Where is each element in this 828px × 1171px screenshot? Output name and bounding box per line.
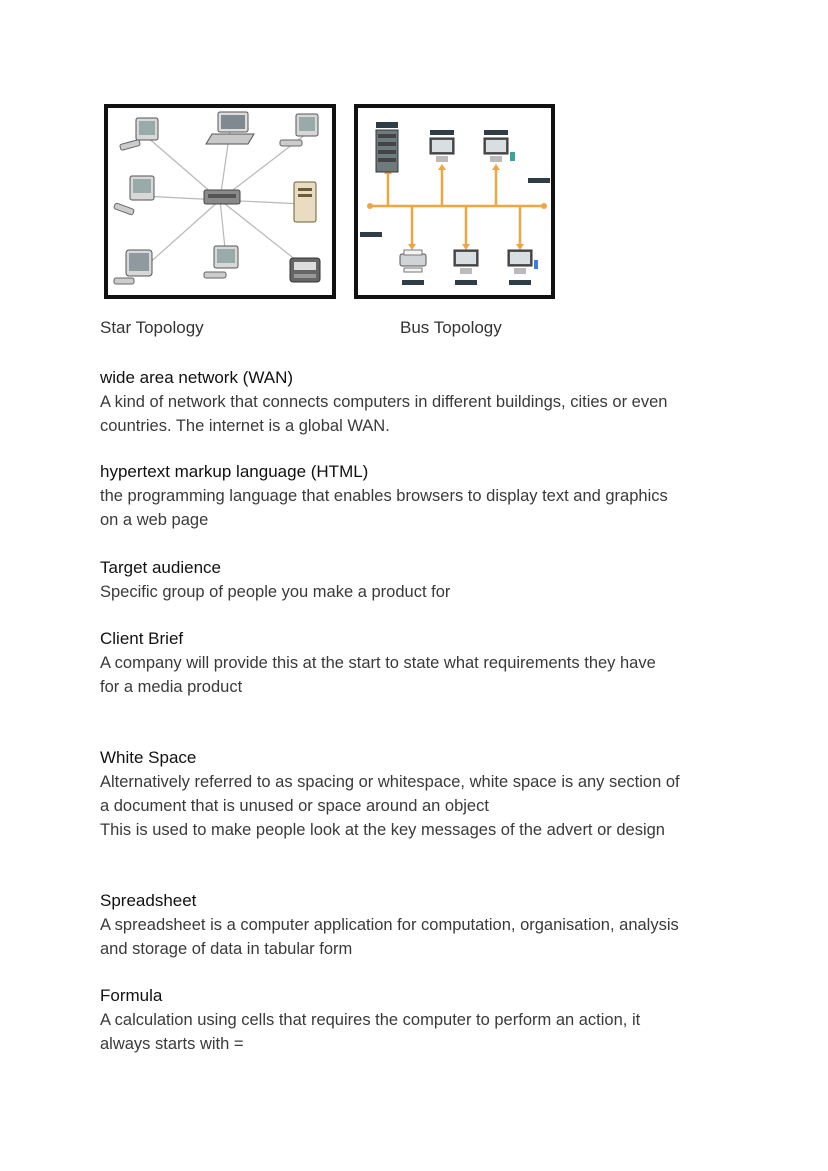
definition-line: Specific group of people you make a product for: [100, 583, 451, 601]
workstation-icon: [204, 246, 238, 278]
glossary-entry-target-audience: [100, 556, 740, 604]
star-topology-caption: Star Topology: [100, 318, 204, 337]
glossary-definition: [100, 770, 740, 842]
workstation-icon: [430, 130, 454, 162]
glossary-definition: [100, 390, 740, 438]
definition-line: a document that is unused or space around an object: [100, 797, 489, 815]
definition-line: A kind of network that connects computers in different buildings, cities or even: [100, 393, 668, 411]
definition-line: Alternatively referred to as spacing or whitespace, white space is any section of: [100, 773, 680, 791]
printer-icon: [290, 258, 320, 282]
glossary-term: White Space: [100, 748, 197, 767]
glossary-entry-client-brief: [100, 627, 740, 699]
workstation-icon: [484, 130, 515, 162]
definition-line: the programming language that enables browsers to display text and graphics: [100, 487, 668, 505]
definition-line: for a media product: [100, 678, 243, 696]
glossary-term: hypertext markup language (HTML): [100, 462, 369, 481]
glossary-definition: [100, 913, 740, 961]
star-topology-figure: [104, 104, 336, 299]
glossary-term: Spreadsheet: [100, 891, 197, 910]
workstation-icon: [508, 250, 538, 285]
glossary-entry-spreadsheet: [100, 889, 740, 961]
definition-line: A company will provide this at the start to state what requirements they have: [100, 654, 656, 672]
glossary-definition: [100, 651, 740, 699]
definition-line: always starts with =: [100, 1035, 244, 1053]
bus-topology-diagram: [358, 108, 551, 295]
glossary-entry-formula: [100, 984, 740, 1056]
workstation-icon: [114, 176, 154, 215]
bus-topology-caption: Bus Topology: [400, 318, 502, 337]
glossary-term: Target audience: [100, 558, 221, 577]
definition-line: and storage of data in tabular form: [100, 940, 353, 958]
glossary-entry-white-space: [100, 746, 740, 842]
glossary-definition: [100, 1008, 740, 1056]
glossary-term: wide area network (WAN): [100, 368, 294, 387]
server-rack-icon: [376, 122, 398, 172]
definition-line: on a web page: [100, 511, 209, 529]
star-topology-diagram: [108, 108, 332, 295]
laptop-icon: [206, 112, 254, 144]
glossary-term: Formula: [100, 986, 163, 1005]
monitor-icon: [114, 250, 152, 284]
monitor-icon: [120, 118, 158, 150]
glossary-entry-wan: [100, 366, 740, 438]
bus-topology-figure: [354, 104, 555, 299]
workstation-icon: [280, 114, 318, 146]
server-tower-icon: [294, 182, 316, 222]
definition-line: A calculation using cells that requires the computer to perform an action, it: [100, 1011, 641, 1029]
glossary-term: Client Brief: [100, 629, 184, 648]
definition-line: A spreadsheet is a computer application for computation, organisation, analysis: [100, 916, 679, 934]
printer-icon: [400, 250, 426, 285]
glossary-definition: [100, 484, 740, 532]
glossary-definition: [100, 580, 740, 604]
definition-line: This is used to make people look at the key messages of the advert or design: [100, 821, 665, 839]
workstation-icon: [454, 250, 478, 285]
glossary-entry-html: [100, 460, 740, 532]
switch-icon: [204, 190, 240, 204]
definition-line: countries. The internet is a global WAN.: [100, 417, 390, 435]
